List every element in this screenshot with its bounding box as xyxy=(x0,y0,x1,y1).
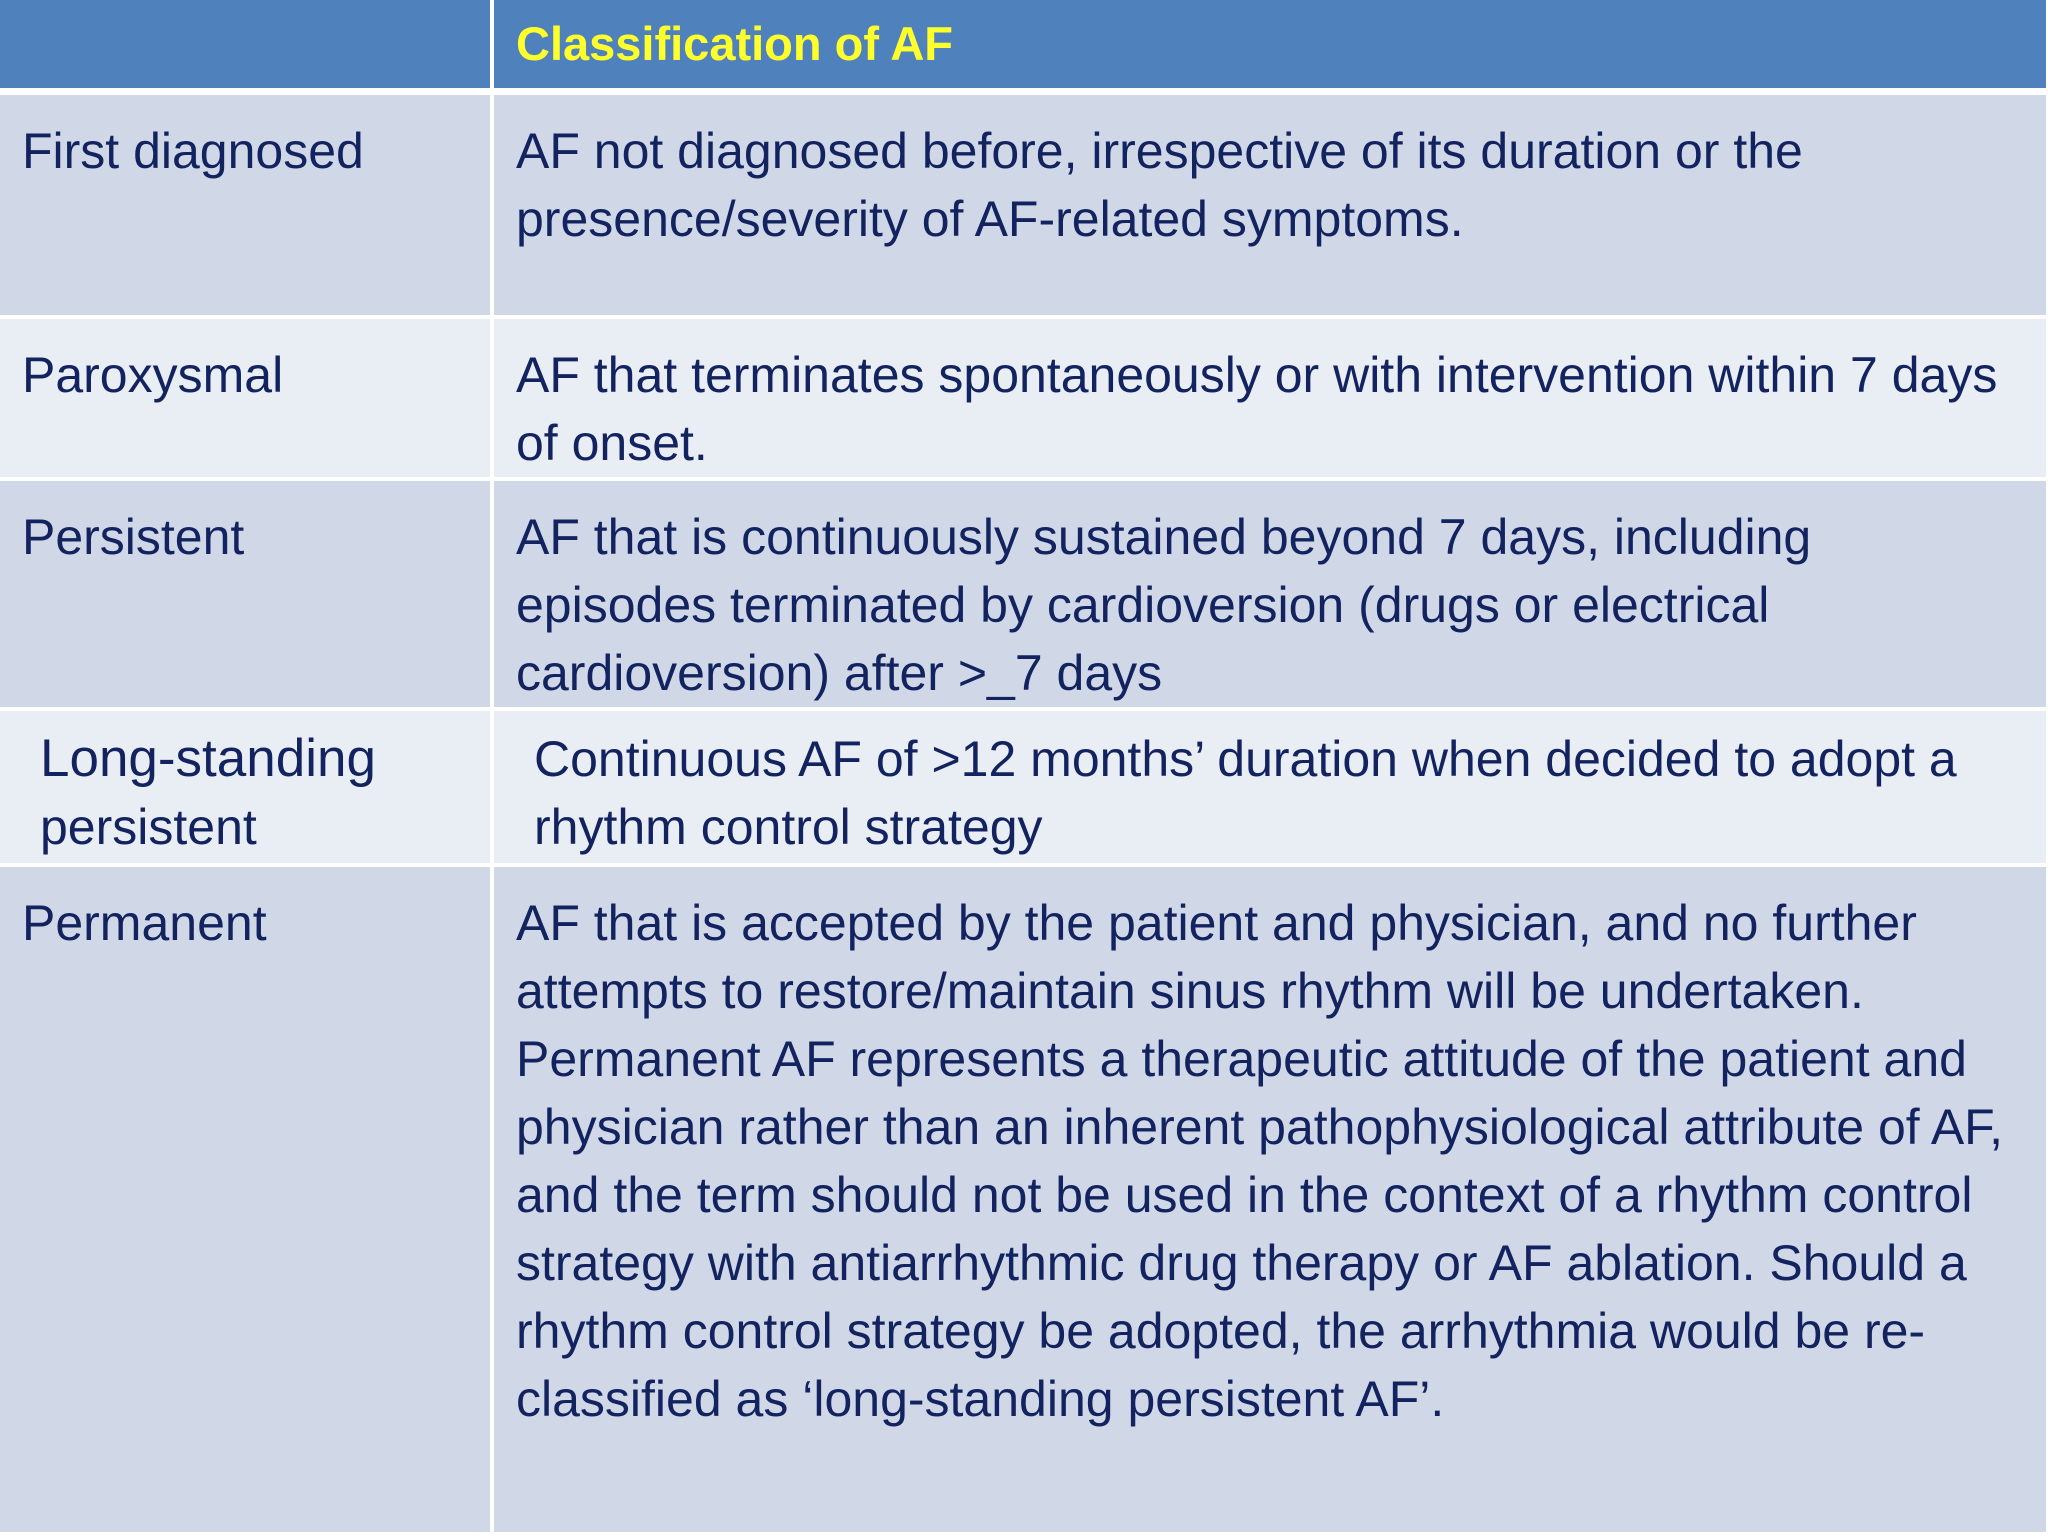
description-cell xyxy=(492,709,2048,865)
description-cell xyxy=(492,92,2048,318)
category-cell xyxy=(0,92,492,318)
table-title: Classification of AF xyxy=(516,17,953,70)
table-header-row xyxy=(0,0,2048,92)
description-text: AF that terminates spontaneously or with intervention within 7 days of onset. xyxy=(516,347,1998,471)
description-cell xyxy=(492,865,2048,1534)
category-cell xyxy=(0,479,492,709)
category-label-line2: persistent xyxy=(40,799,257,855)
category-label: Permanent xyxy=(22,895,267,951)
description-text: AF that is accepted by the patient and physician, and no further attempts to restore/maintain sinus rhythm will be undertaken. Permanent AF represents a therapeutic attitude of the patient and physician rather than an inherent pathophysiological attribute of AF, and the term should not be used in the context of a rhythm control strategy with antiarrhythmic drug therapy or AF ablation. Should a rhythm control strategy be adopted, the arrhythmia would be re-classified as ‘long-standing persistent AF’. xyxy=(516,895,2004,1427)
table-row-permanent xyxy=(0,865,2048,1534)
table-row-paroxysmal xyxy=(0,317,2048,479)
category-cell xyxy=(0,317,492,479)
description-text: AF that is continuously sustained beyond 7 days, including episodes terminated by cardioversion (drugs or electrical cardioversion) after >_7 days xyxy=(516,509,1812,701)
category-label-line1: Long-standing xyxy=(40,729,376,788)
header-cell-title xyxy=(492,0,2048,92)
header-cell-empty xyxy=(0,0,492,92)
category-cell xyxy=(0,865,492,1534)
table-row-first-diagnosed xyxy=(0,92,2048,318)
category-label: First diagnosed xyxy=(22,123,364,179)
category-label xyxy=(0,711,490,861)
description-cell xyxy=(492,317,2048,479)
category-label: Persistent xyxy=(22,509,245,565)
category-cell xyxy=(0,709,492,865)
description-cell xyxy=(492,479,2048,709)
description-text: AF not diagnosed before, irrespective of its duration or the presence/severity of AF-related symptoms. xyxy=(516,123,1803,247)
table-row-long-standing-persistent xyxy=(0,709,2048,865)
category-label: Paroxysmal xyxy=(22,347,284,403)
description-text: Continuous AF of >12 months’ duration when decided to adopt a rhythm control strategy xyxy=(534,731,1957,855)
table-row-persistent xyxy=(0,479,2048,709)
